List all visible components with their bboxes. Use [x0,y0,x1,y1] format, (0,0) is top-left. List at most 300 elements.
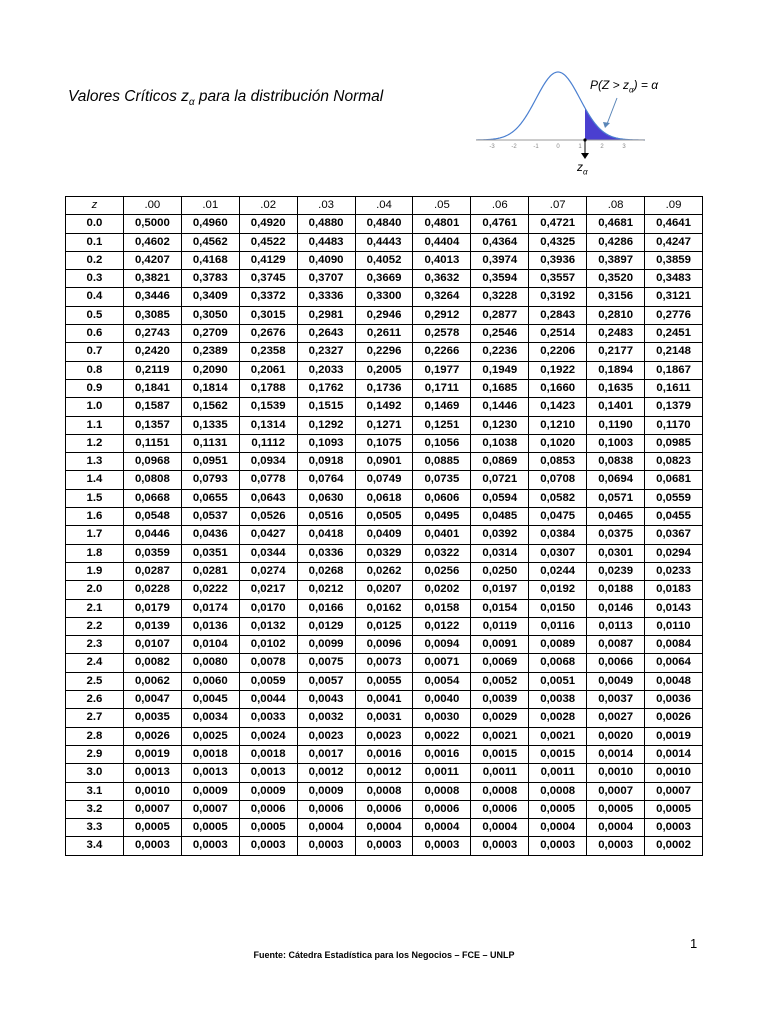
row-z-value: 0.9 [66,379,124,397]
probability-cell: 0,0166 [297,599,355,617]
probability-cell: 0,0021 [529,727,587,745]
table-row [66,215,703,233]
probability-cell: 0,0202 [413,581,471,599]
probability-cell: 0,0823 [645,453,703,471]
row-z-value: 1.2 [66,434,124,452]
axis-tick-label: 3 [622,144,626,150]
row-z-value: 1.9 [66,562,124,580]
probability-cell: 0,0023 [355,727,413,745]
probability-cell: 0,0838 [587,453,645,471]
probability-cell: 0,0262 [355,562,413,580]
table-row [66,764,703,782]
probability-cell: 0,0017 [297,745,355,763]
probability-cell: 0,0015 [471,745,529,763]
probability-cell: 0,0256 [413,562,471,580]
probability-cell: 0,3483 [645,270,703,288]
probability-cell: 0,1515 [297,398,355,416]
probability-cell: 0,1894 [587,361,645,379]
probability-cell: 0,0066 [587,654,645,672]
probability-cell: 0,1357 [123,416,181,434]
probability-cell: 0,3669 [355,270,413,288]
probability-cell: 0,0222 [181,581,239,599]
probability-cell: 0,0233 [645,562,703,580]
probability-cell: 0,0307 [529,544,587,562]
table-row [66,581,703,599]
probability-cell: 0,0064 [645,654,703,672]
probability-cell: 0,3594 [471,270,529,288]
table-row [66,636,703,654]
probability-cell: 0,0096 [355,636,413,654]
probability-cell: 0,3745 [239,270,297,288]
title-suffix: para la distribución Normal [194,88,384,105]
probability-cell: 0,0192 [529,581,587,599]
probability-cell: 0,0778 [239,471,297,489]
probability-cell: 0,0003 [645,819,703,837]
probability-cell: 0,1841 [123,379,181,397]
probability-cell: 0,0035 [123,709,181,727]
probability-cell: 0,0006 [297,800,355,818]
row-z-value: 1.0 [66,398,124,416]
probability-cell: 0,0392 [471,526,529,544]
probability-cell: 0,4013 [413,251,471,269]
probability-cell: 0,0023 [297,727,355,745]
probability-cell: 0,0007 [181,800,239,818]
probability-cell: 0,0018 [181,745,239,763]
probability-cell: 0,0011 [413,764,471,782]
probability-cell: 0,0036 [645,691,703,709]
probability-cell: 0,0174 [181,599,239,617]
table-row [66,709,703,727]
row-z-value: 2.9 [66,745,124,763]
row-z-value: 2.8 [66,727,124,745]
table-row [66,654,703,672]
probability-cell: 0,0020 [587,727,645,745]
probability-cell: 0,0694 [587,471,645,489]
probability-cell: 0,0384 [529,526,587,544]
probability-cell: 0,0228 [123,581,181,599]
probability-cell: 0,3632 [413,270,471,288]
row-z-value: 2.3 [66,636,124,654]
probability-cell: 0,0006 [355,800,413,818]
probability-cell: 0,0885 [413,453,471,471]
probability-cell: 0,0735 [413,471,471,489]
row-z-value: 1.4 [66,471,124,489]
probability-cell: 0,0010 [587,764,645,782]
probability-cell: 0,0485 [471,508,529,526]
probability-cell: 0,0013 [181,764,239,782]
probability-cell: 0,0274 [239,562,297,580]
probability-cell: 0,1401 [587,398,645,416]
row-z-value: 0.4 [66,288,124,306]
probability-cell: 0,0004 [355,819,413,837]
probability-cell: 0,0418 [297,526,355,544]
probability-cell: 0,3192 [529,288,587,306]
probability-cell: 0,2236 [471,343,529,361]
probability-cell: 0,0003 [239,837,297,855]
probability-cell: 0,0009 [181,782,239,800]
probability-cell: 0,0029 [471,709,529,727]
probability-cell: 0,0062 [123,672,181,690]
row-z-value: 0.8 [66,361,124,379]
probability-cell: 0,4247 [645,233,703,251]
probability-cell: 0,1230 [471,416,529,434]
probability-cell: 0,0268 [297,562,355,580]
probability-cell: 0,0015 [529,745,587,763]
probability-cell: 0,3121 [645,288,703,306]
column-header: .06 [471,197,529,215]
probability-cell: 0,0060 [181,672,239,690]
probability-cell: 0,3050 [181,306,239,324]
probability-cell: 0,0009 [239,782,297,800]
row-z-value: 1.3 [66,453,124,471]
probability-cell: 0,0401 [413,526,471,544]
probability-cell: 0,0057 [297,672,355,690]
probability-cell: 0,3372 [239,288,297,306]
probability-cell: 0,0409 [355,526,413,544]
probability-cell: 0,0132 [239,617,297,635]
probability-cell: 0,4207 [123,251,181,269]
probability-cell: 0,0571 [587,489,645,507]
probability-cell: 0,0014 [645,745,703,763]
probability-cell: 0,0007 [587,782,645,800]
table-row [66,343,703,361]
axis-tick-label: -3 [489,144,495,150]
probability-cell: 0,1922 [529,361,587,379]
probability-cell: 0,2033 [297,361,355,379]
probability-cell: 0,0375 [587,526,645,544]
table-row [66,306,703,324]
probability-cell: 0,0526 [239,508,297,526]
probability-cell: 0,1762 [297,379,355,397]
table-row [66,837,703,855]
table-row [66,416,703,434]
probability-cell: 0,0446 [123,526,181,544]
probability-cell: 0,1314 [239,416,297,434]
probability-cell: 0,1379 [645,398,703,416]
probability-cell: 0,4562 [181,233,239,251]
z-alpha-arrowhead [581,153,589,159]
probability-cell: 0,1562 [181,398,239,416]
footer-source: Fuente: Cátedra Estadística para los Negocios – FCE – UNLP [253,950,515,960]
probability-cell: 0,2877 [471,306,529,324]
axis-tick-label: -2 [511,144,517,150]
probability-cell: 0,2843 [529,306,587,324]
probability-cell: 0,0010 [645,764,703,782]
probability-cell: 0,2709 [181,325,239,343]
axis-tick-label: 2 [600,144,604,150]
probability-cell: 0,0968 [123,453,181,471]
probability-cell: 0,4483 [297,233,355,251]
probability-cell: 0,0034 [181,709,239,727]
probability-cell: 0,0027 [587,709,645,727]
row-z-value: 1.7 [66,526,124,544]
probability-cell: 0,0122 [413,617,471,635]
table-row [66,727,703,745]
table-row [66,782,703,800]
probability-cell: 0,0004 [587,819,645,837]
probability-cell: 0,0089 [529,636,587,654]
probability-cell: 0,1685 [471,379,529,397]
probability-cell: 0,4880 [297,215,355,233]
probability-cell: 0,3446 [123,288,181,306]
probability-cell: 0,0016 [355,745,413,763]
probability-cell: 0,0455 [645,508,703,526]
probability-cell: 0,0030 [413,709,471,727]
probability-cell: 0,0073 [355,654,413,672]
column-header: .03 [297,197,355,215]
probability-cell: 0,0158 [413,599,471,617]
probability-cell: 0,0207 [355,581,413,599]
row-z-value: 3.3 [66,819,124,837]
table-row [66,526,703,544]
probability-cell: 0,0281 [181,562,239,580]
probability-cell: 0,0708 [529,471,587,489]
probability-cell: 0,1660 [529,379,587,397]
column-header: .04 [355,197,413,215]
probability-cell: 0,0019 [123,745,181,763]
probability-cell: 0,0004 [297,819,355,837]
probability-cell: 0,0094 [413,636,471,654]
probability-cell: 0,0003 [471,837,529,855]
probability-cell: 0,0154 [471,599,529,617]
probability-cell: 0,0005 [123,819,181,837]
table-row [66,361,703,379]
table-row [66,745,703,763]
probability-cell: 0,3156 [587,288,645,306]
probability-cell: 0,1539 [239,398,297,416]
probability-cell: 0,0069 [471,654,529,672]
prob-subscript: α [629,85,634,95]
probability-cell: 0,0041 [355,691,413,709]
row-z-value: 1.6 [66,508,124,526]
table-row [66,471,703,489]
probability-cell: 0,0170 [239,599,297,617]
probability-cell: 0,3336 [297,288,355,306]
probability-cell: 0,0080 [181,654,239,672]
probability-cell: 0,2148 [645,343,703,361]
probability-cell: 0,2327 [297,343,355,361]
probability-cell: 0,0012 [297,764,355,782]
probability-cell: 0,1112 [239,434,297,452]
probability-cell: 0,0026 [123,727,181,745]
z-subscript: α [583,167,588,177]
table-row [66,672,703,690]
probability-cell: 0,4364 [471,233,529,251]
probability-pointer [607,98,617,124]
probability-cell: 0,0071 [413,654,471,672]
axis-tick-label: 1 [578,144,582,150]
probability-cell: 0,0019 [645,727,703,745]
probability-cell: 0,3557 [529,270,587,288]
probability-cell: 0,1003 [587,434,645,452]
probability-cell: 0,0314 [471,544,529,562]
title-prefix: Valores Críticos z [68,88,189,105]
probability-cell: 0,0495 [413,508,471,526]
probability-cell: 0,4404 [413,233,471,251]
probability-cell: 0,3300 [355,288,413,306]
probability-cell: 0,0287 [123,562,181,580]
probability-cell: 0,2119 [123,361,181,379]
probability-cell: 0,1038 [471,434,529,452]
table-row [66,233,703,251]
probability-cell: 0,0301 [587,544,645,562]
probability-cell: 0,1020 [529,434,587,452]
table-row [66,691,703,709]
probability-cell: 0,0045 [181,691,239,709]
table-row [66,489,703,507]
probability-cell: 0,2912 [413,306,471,324]
probability-cell: 0,4840 [355,215,413,233]
probability-cell: 0,0039 [471,691,529,709]
probability-cell: 0,1251 [413,416,471,434]
probability-cell: 0,0294 [645,544,703,562]
probability-cell: 0,0021 [471,727,529,745]
table-row [66,325,703,343]
probability-cell: 0,1949 [471,361,529,379]
probability-cell: 0,0869 [471,453,529,471]
table-row [66,544,703,562]
probability-cell: 0,0125 [355,617,413,635]
probability-cell: 0,1151 [123,434,181,452]
probability-cell: 0,0606 [413,489,471,507]
probability-cell: 0,0084 [645,636,703,654]
probability-cell: 0,0322 [413,544,471,562]
probability-cell: 0,2177 [587,343,645,361]
probability-cell: 0,0008 [413,782,471,800]
probability-cell: 0,0043 [297,691,355,709]
probability-cell: 0,0044 [239,691,297,709]
probability-cell: 0,0005 [587,800,645,818]
z-table [65,196,703,856]
probability-cell: 0,1788 [239,379,297,397]
probability-cell: 0,0047 [123,691,181,709]
probability-cell: 0,2676 [239,325,297,343]
probability-cell: 0,0110 [645,617,703,635]
probability-cell: 0,3228 [471,288,529,306]
probability-pointer-arrowhead [603,122,610,128]
table-row [66,398,703,416]
row-z-value: 0.1 [66,233,124,251]
probability-cell: 0,5000 [123,215,181,233]
probability-cell: 0,4522 [239,233,297,251]
probability-cell: 0,2005 [355,361,413,379]
probability-cell: 0,0026 [645,709,703,727]
header-z: z [66,197,124,215]
probability-cell: 0,2090 [181,361,239,379]
probability-cell: 0,1423 [529,398,587,416]
probability-cell: 0,0244 [529,562,587,580]
probability-cell: 0,0359 [123,544,181,562]
column-header: .09 [645,197,703,215]
z-alpha-point [583,138,586,141]
probability-cell: 0,0016 [413,745,471,763]
probability-cell: 0,0038 [529,691,587,709]
probability-cell: 0,0033 [239,709,297,727]
table-row [66,270,703,288]
probability-cell: 0,0003 [587,837,645,855]
table-header-row [66,197,703,215]
prob-suffix: ) = α [633,78,659,92]
probability-cell: 0,0951 [181,453,239,471]
probability-cell: 0,2061 [239,361,297,379]
probability-cell: 0,2483 [587,325,645,343]
probability-cell: 0,4286 [587,233,645,251]
probability-cell: 0,0918 [297,453,355,471]
probability-cell: 0,0005 [181,819,239,837]
probability-cell: 0,2266 [413,343,471,361]
probability-cell: 0,0113 [587,617,645,635]
probability-cell: 0,4721 [529,215,587,233]
probability-cell: 0,0004 [471,819,529,837]
probability-cell: 0,0006 [413,800,471,818]
probability-cell: 0,3897 [587,251,645,269]
probability-cell: 0,0336 [297,544,355,562]
probability-cell: 0,2810 [587,306,645,324]
column-header: .00 [123,197,181,215]
probability-cell: 0,0032 [297,709,355,727]
probability-cell: 0,3015 [239,306,297,324]
probability-cell: 0,1170 [645,416,703,434]
probability-cell: 0,2981 [297,306,355,324]
probability-cell: 0,0003 [529,837,587,855]
probability-cell: 0,1075 [355,434,413,452]
probability-cell: 0,0022 [413,727,471,745]
probability-cell: 0,2206 [529,343,587,361]
probability-cell: 0,0668 [123,489,181,507]
row-z-value: 0.5 [66,306,124,324]
column-header: .07 [529,197,587,215]
probability-cell: 0,2296 [355,343,413,361]
probability-cell: 0,0049 [587,672,645,690]
table-row [66,562,703,580]
probability-cell: 0,2643 [297,325,355,343]
row-z-value: 3.4 [66,837,124,855]
probability-cell: 0,0749 [355,471,413,489]
row-z-value: 0.2 [66,251,124,269]
probability-cell: 0,0102 [239,636,297,654]
probability-cell: 0,4090 [297,251,355,269]
probability-cell: 0,0004 [529,819,587,837]
probability-cell: 0,0075 [297,654,355,672]
probability-cell: 0,0475 [529,508,587,526]
probability-cell: 0,1814 [181,379,239,397]
page-title [68,88,383,108]
probability-cell: 0,0005 [239,819,297,837]
probability-cell: 0,0618 [355,489,413,507]
probability-cell: 0,4602 [123,233,181,251]
probability-cell: 0,0655 [181,489,239,507]
probability-cell: 0,4443 [355,233,413,251]
probability-cell: 0,1190 [587,416,645,434]
probability-cell: 0,0013 [123,764,181,782]
row-z-value: 0.7 [66,343,124,361]
probability-cell: 0,0051 [529,672,587,690]
probability-cell: 0,0630 [297,489,355,507]
probability-cell: 0,0009 [297,782,355,800]
probability-cell: 0,0188 [587,581,645,599]
probability-cell: 0,4129 [239,251,297,269]
probability-cell: 0,2358 [239,343,297,361]
probability-cell: 0,0014 [587,745,645,763]
probability-cell: 0,4681 [587,215,645,233]
probability-cell: 0,0003 [181,837,239,855]
probability-cell: 0,0059 [239,672,297,690]
probability-cell: 0,0212 [297,581,355,599]
table-row [66,288,703,306]
probability-label [590,78,658,94]
upper-tail-area [585,108,645,140]
probability-cell: 0,0537 [181,508,239,526]
